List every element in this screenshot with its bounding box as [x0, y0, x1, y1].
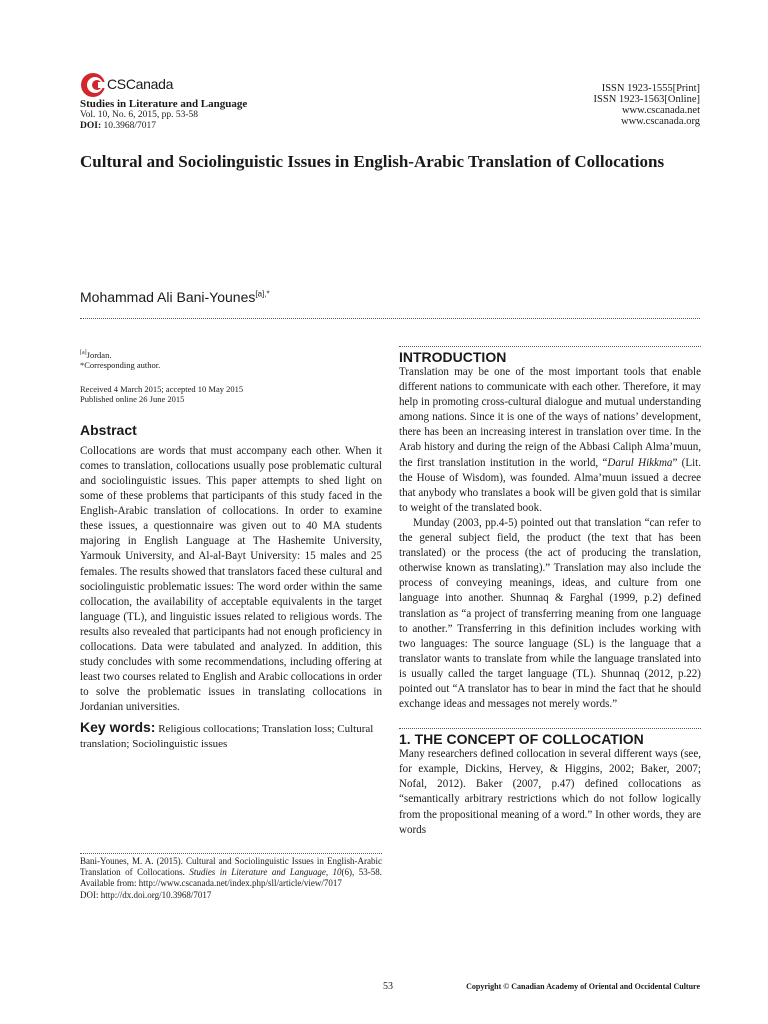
- citation-text: Bani-Younes, M. A. (2015). Cultural and Sociolinguistic Issues in English-Arabic Translation of Collocations.: [80, 856, 382, 878]
- author-name: [80, 289, 270, 305]
- left-column: [80, 348, 382, 752]
- intro-p1-emphasis: Darul Hikkma: [607, 456, 673, 469]
- affiliation-text: Jordan.: [86, 349, 112, 360]
- intro-paragraph-1: [399, 365, 701, 516]
- citation-issue: (6), 53-58. Available from: http://www.cscanada.net/index.php/sll/article/view/7017: [80, 867, 382, 889]
- citation-journal: Studies in Literature and Language, 10: [189, 867, 342, 878]
- right-column: [399, 346, 701, 838]
- intro-p1-text: Translation may be one of the most important tools that enable different nations to communicate with each other. Therefore, it may help in promoting cross-cultural dialogue and mutual understanding among nations. Since it is one of the ways of nations’ development, there has been an increasing interest in translation over time. In the Arab history and during the reign of the Abbasi Caliph Alma’muun, the first translation institution in the world, “: [399, 366, 701, 469]
- author-divider: [80, 318, 700, 319]
- doi-label: DOI:: [80, 121, 102, 131]
- intro-paragraph-2: Munday (2003, pp.4-5) pointed out that translation “can refer to the general subject field, the product (the text that has been translated) or the process (the act of producing the translation, otherwise known as translating).” Translation may also include the process of conveying meanings, ideas, and culture from one language into another. Shunnaq & Farghal (1999, p.2) defined translation as “a project of transferring meaning from one language to another.” Transferring in this definition includes working with two languages: The source language (SL) is the language that a translator wants to translate from while the language translated into is usually called the target language (TL). Shunnaq (2012, p.22) pointed out “A translator has to bear in mind the fact that he should exchange ideas and messages not merely words.”: [399, 516, 701, 711]
- cscanada-logo-icon: [80, 72, 106, 98]
- copyright-notice: Copyright © Canadian Academy of Oriental and Occidental Culture: [466, 982, 700, 991]
- intro-p1-text-end: ” (Lit. the House of Wisdom), was founded. Alma’muun issued a decree that anybody who translates a book will be given gold that is similar to weight of the translated book.: [399, 456, 702, 514]
- received-date: Received 4 March 2015; accepted 10 May 2015: [80, 383, 244, 394]
- journal-logo: [80, 72, 240, 98]
- author-marks: [a],*: [255, 289, 270, 299]
- page-number: 53: [383, 981, 393, 992]
- corresponding-author: *Corresponding author.: [80, 359, 161, 370]
- journal-volume: Vol. 10, No. 6, 2015, pp. 53-58: [80, 110, 199, 120]
- affiliation: [80, 348, 382, 370]
- keywords-heading: Key words:: [80, 718, 156, 735]
- abstract-heading: Abstract: [80, 421, 137, 438]
- section-1-paragraph: Many researchers defined collocation in several different ways (see, for example, Dickins, Hervey, & Higgins, 2002; Baker, 2007; Nofal, 2012). Baker (2007, p.47) defined collocations as “semantically arbitrary restrictions which do not follow logically from the propositional meaning of a word.” In other words, they are words: [399, 748, 701, 836]
- journal-name: Studies in Literature and Language: [80, 98, 248, 110]
- abstract-text: Collocations are words that must accompany each other. When it comes to translation, collocations usually pose problematic cultural and sociolinguistic issues. This paper attempts to shed light on some of these problems that participants of this study faced in the English-Arabic translation of collocations. In order to examine these issues, a questionnaire was given out to 40 MA students majoring in English Language at The Hashemite University, Yarmouk University, and Al-al-Bayt University: 15 males and 25 females. The results showed that translators faced these cultural and sociolinguistic problematic issues: The word order within the same collocation, the availability of acceptable equivalents in the target language (TL), and linguistic issues related to religious words. The results also revealed that participants had not enough proficiency in collocations. Data were tabulated and analyzed. In addition, this study concludes with some recommendations, including offering at least two courses related to English and Arabic collocations in order to solve the problematic issues in translating collocations in Jordanian universities.: [80, 444, 382, 714]
- introduction-body: [399, 365, 701, 712]
- journal-doi: [80, 121, 156, 131]
- author-text: Mohammad Ali Bani-Younes: [80, 289, 256, 305]
- affiliation-mark: [a]: [80, 350, 87, 356]
- keywords-text: Religious collocations; Translation loss; Cultural translation; Sociolinguistic issues: [80, 722, 374, 750]
- website-net: www.cscanada.net: [621, 105, 700, 116]
- article-dates: [80, 384, 382, 404]
- issn-online: ISSN 1923-1563[Online]: [593, 94, 700, 105]
- website-org: www.cscanada.org: [620, 116, 700, 127]
- introduction-heading: INTRODUCTION: [399, 346, 701, 365]
- issn-block: [594, 83, 700, 127]
- logo-text: CSCanada: [107, 76, 174, 92]
- citation-doi: DOI: http://dx.doi.org/10.3968/7017: [80, 889, 212, 900]
- section-1-heading: 1. THE CONCEPT OF COLLOCATION: [399, 728, 701, 747]
- doi-value: 10.3968/7017: [103, 121, 157, 131]
- citation-block: [80, 853, 382, 901]
- section-1-body: [399, 747, 701, 838]
- article-title: Cultural and Sociolinguistic Issues in English-Arabic Translation of Collocations: [80, 152, 665, 171]
- issn-print: ISSN 1923-1555[Print]: [601, 83, 700, 94]
- keywords: [80, 720, 382, 752]
- published-date: Published online 26 June 2015: [80, 393, 185, 404]
